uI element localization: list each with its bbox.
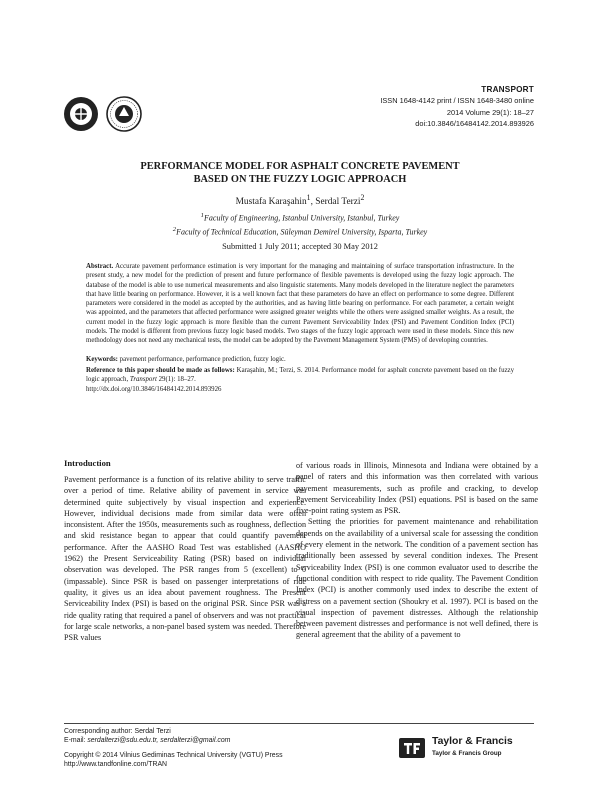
title-line-1: PERFORMANCE MODEL FOR ASPHALT CONCRETE PAVEMENT — [140, 161, 460, 172]
right-paragraph-1: of various roads in Illinois, Minnesota and Indiana were obtained by a panel of raters and this information was then correlated with various pavement measurements, such as profile and cracking, to develop Pavement Serviceability Index (PSI) equations. PSI is based on the same five-point rating system as PSR. — [296, 461, 538, 516]
publisher-name: Taylor & Francis — [432, 736, 513, 747]
copyright-line: Copyright © 2014 Vilnius Gediminas Technical University (VGTU) Press — [64, 752, 283, 759]
keywords-label: Keywords: — [86, 356, 118, 363]
issn: ISSN 1648-4142 print / ISSN 1648-3480 online — [380, 96, 534, 106]
corresponding-author-line: Corresponding author: Serdal Terzi — [64, 728, 171, 735]
author-2: Serdal Terzi — [315, 197, 361, 208]
reference-text-1: Karaşahin, M.; Terzi, S. 2014. Performance model for asphalt concrete pavement based on the fuzzy logic approach, — [86, 367, 514, 384]
paper-title — [60, 160, 540, 186]
author-1-sup: 1 — [306, 193, 311, 202]
reference-journal: Transport — [129, 376, 157, 384]
vgtu-seal-icon — [64, 97, 98, 131]
affiliation-2 — [60, 224, 540, 238]
email-label: E-mail: — [64, 737, 88, 745]
affiliation-2-sup: 2 — [172, 225, 177, 233]
academy-seal-icon — [107, 97, 141, 131]
volume: 2014 Volume 29(1): 18–27 — [446, 107, 534, 117]
author-sep: , — [310, 197, 316, 208]
affiliations — [60, 210, 540, 237]
journal-url[interactable]: http://www.tandfonline.com/TRAN — [64, 761, 168, 769]
email-line — [64, 736, 230, 745]
abstract-label: Abstract. — [86, 263, 114, 270]
doi: doi:10.3846/16484142.2014.893926 — [415, 119, 534, 129]
corresponding-author — [64, 727, 230, 746]
reference-url[interactable]: http://dx.doi.org/10.3846/16484142.2014.893926 — [86, 385, 222, 393]
affiliation-1-text: Faculty of Engineering, Istanbul University, Istanbul, Turkey — [204, 213, 400, 223]
authors — [60, 193, 540, 207]
keywords-text: pavement performance, performance prediction, fuzzy logic. — [117, 356, 286, 363]
abstract-text: Accurate pavement performance estimation is very important for the managing and maintaining of surface transportation infrastructure. In the present study, a new model for the prediction of present and future performance of flexible pavements is developed using the fuzzy logic approach. The database of the model is able to use numerical measurements and also linguistic statements. Many models developed in the literature neglect the parameters that have little bearing on performance. However, it is a well known fact that these parameters do have an effect on performance to some degree. Different parameters were considered in the model as accepted by the authorities, and as having little bearing on performance. For each parameter, a certain weight was appointed, and the parameters that affected performance were assigned greater weights while the others were assigned smaller weights. As a result, the current model in the fuzzy logic approach is more flexible than the current Pavement Serviceability Index (PSI) and Pavement Condition Index (PCI) models. The model is different from previous fuzzy logic based models. Two stages of the fuzzy logic approach were used in these models. Since this new methodology does not need any mechanical tests, the model can be adopted by the Pavement Management System (PMS) of developing countries. — [86, 263, 514, 344]
reference-label: Reference to this paper should be made as follows: — [86, 367, 235, 374]
affiliation-1-sup: 1 — [200, 212, 204, 219]
abstract — [86, 262, 514, 345]
submission-dates: Submitted 1 July 2011; accepted 30 May 2012 — [222, 242, 378, 251]
author-1: Mustafa Karaşahin — [235, 197, 307, 208]
copyright-block — [64, 751, 283, 770]
reference-text-2: 29(1): 18–27. — [156, 376, 196, 384]
tf-emblem-icon — [399, 738, 425, 758]
journal-header — [380, 84, 534, 130]
journal-name: TRANSPORT — [481, 85, 534, 94]
publisher-group: Taylor & Francis Group — [432, 750, 502, 757]
journal-logos — [62, 94, 150, 134]
email-address[interactable]: serdalterzi@sdu.edu.tr, serdalterzi@gmail.com — [87, 737, 231, 745]
keywords — [86, 355, 514, 364]
right-column — [296, 460, 538, 641]
affiliation-2-text: Faculty of Technical Education, Süleyman Demirel University, Isparta, Turkey — [176, 227, 428, 237]
section-heading-introduction: Introduction — [64, 458, 111, 468]
left-column — [64, 474, 306, 643]
affiliation-1 — [60, 210, 540, 224]
footer-divider — [64, 723, 534, 724]
title-line-2: BASED ON THE FUZZY LOGIC APPROACH — [193, 174, 407, 185]
author-2-sup: 2 — [360, 193, 365, 202]
right-paragraph-2: Setting the priorities for pavement maintenance and rehabilitation depends on the availability of a universal scale for assessing the condition of every element in the network. The condition of a pavement section has traditionally been assessed by several condition indexes. The Present Serviceability Index (PSI) is one common evaluator used to describe the functional condition with respect to ride quality. The Pavement Condition Index (PCI) is another commonly used index to describe the extent of distress on a pavement section (Shoukry et al. 1997). PCI is based on the visual inspection of pavement distresses. Although the relationship between pavement distresses and performance is not well defined, there is general agreement that the ability of a pavement to — [296, 517, 538, 640]
left-paragraph-1: Pavement performance is a function of its relative ability to serve traffic over a period of time. Relative ability of pavement in service was determined quite subjectively by visual inspection and experience. However, individual decisions made from similar data were often inconsistent. After the 1950s, measurements such as roughness, deflection and skid resistance began to appear that could quantify pavement performance. After the AASHO Road Test was established (AASHO 1962) the Present Serviceability Rating (PSR) based on individual observation was developed. The PSR ranges from 5 (excellent) to 0 (impassable). Since PSR is based on passenger interpretations of ride quality, it gives us an idea about pavement roughness. The Present Serviceability Index (PSI) is based on the original PSR. Since PSR was a ride quality rating that required a panel of observers and was not practical for large scale networks, a non-panel based system was needed. Therefore PSR values — [64, 475, 306, 643]
citation-reference — [86, 366, 514, 394]
